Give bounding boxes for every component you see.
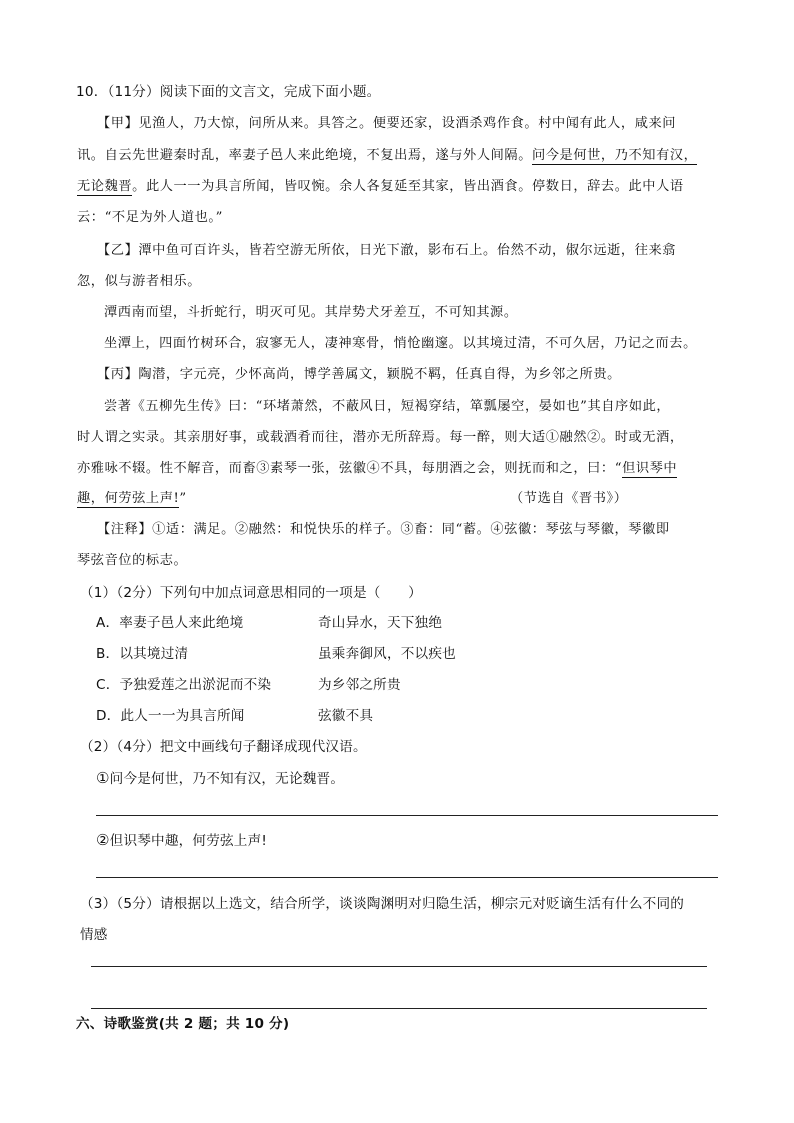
- answer-line-4[interactable]: [91, 1008, 707, 1009]
- underlined-sentence-1-part-a: 问今是何世，乃不知有汉，: [531, 148, 698, 163]
- option-c-left: C．予独爱莲之出淤泥而不染: [96, 677, 272, 693]
- option-c-right: 为乡邻之所贵: [318, 677, 401, 693]
- question-2-stem: （2）（4分）把文中画线句子翻译成现代汉语。: [80, 739, 367, 755]
- option-d-left: D．此人一一为具言所闻: [96, 708, 245, 724]
- source-citation: （节选自《晋书》）: [510, 491, 628, 506]
- option-a-left: A．率妻子邑人来此绝境: [96, 615, 244, 631]
- underlined-sentence-2-part-b: 趣，何劳弦上声!: [77, 491, 180, 506]
- option-a-right: 奇山异水，天下独绝: [318, 615, 443, 631]
- passage-yi-line-2: 忽，似与游者相乐。: [77, 274, 202, 289]
- circled-number-1: ①: [96, 769, 110, 787]
- translate-sentence-2: [96, 831, 267, 850]
- answer-line-3[interactable]: [91, 966, 707, 967]
- passage-bing-text: 亦雅咏不辍。性不解音，而畜③素琴一张，弦徽④不具，每朋酒之会，则抚而和之，曰：“: [77, 461, 623, 476]
- circled-number-2: ②: [96, 831, 110, 849]
- passage-bing-line-4: [77, 460, 677, 478]
- underlined-sentence-1-part-b: 无论魏晋: [77, 179, 133, 194]
- passage-bing-line-5: [77, 490, 187, 508]
- passage-bing-line-1: 【丙】陶潜，字元亮，少怀高尚，博学善属文，颖脱不羁，任真自得，为乡邻之所贵。: [97, 367, 621, 382]
- passage-jia-line-1: 【甲】见渔人，乃大惊，问所从来。具答之。便要还家，设酒杀鸡作食。村中闻有此人，咸来问: [97, 116, 677, 131]
- translate-sentence-2-text: 但识琴中趣，何劳弦上声!: [109, 833, 268, 849]
- passage-bing-line-3: 时人谓之实录。其亲朋好事，或载酒肴而往，潜亦无所辞焉。每一醉，则大适①融然②。时或无酒，: [77, 430, 684, 445]
- question-3-line-2: 情感: [80, 927, 108, 943]
- answer-line-2[interactable]: [96, 877, 718, 878]
- question-3-line-1: （3）（5分）请根据以上选文，结合所学，谈谈陶渊明对归隐生活，柳宗元对贬谪生活有什么不同的: [80, 896, 685, 912]
- option-b-left: B．以其境过清: [96, 646, 189, 662]
- passage-bing-line-2: 尝著《五柳先生传》曰：“环堵萧然，不蔽风日，短褐穿结，箪瓢屡空，晏如也”其自序如此，: [104, 399, 671, 414]
- passage-bing-text: ”: [179, 491, 187, 506]
- passage-jia-line-4: 云：“不足为外人道也。”: [77, 210, 223, 225]
- passage-yi-line-4: 坐潭上，四面竹树环合，寂寥无人，凄神寒骨，悄怆幽邃。以其境过清，不可久居，乃记之而去。: [104, 336, 697, 351]
- notes-line-1: 【注释】①适：满足。②融然：和悦快乐的样子。③畜：同“蓄。④弦徽：琴弦与琴徽，琴徽即: [97, 522, 670, 537]
- question-1-stem: （1）（2分）下列句中加点词意思相同的一项是（ ）: [80, 585, 422, 601]
- notes-line-2: 琴弦音位的标志。: [77, 553, 188, 568]
- passage-yi-line-1: 【乙】潭中鱼可百许头，皆若空游无所依，日光下澈，影布石上。佁然不动，俶尔远逝，往来翕: [97, 243, 677, 258]
- translate-sentence-1-text: 问今是何世，乃不知有汉，无论魏晋。: [109, 771, 345, 787]
- passage-jia-line-3: [77, 178, 684, 196]
- passage-jia-text: 讯。自云先世避秦时乱，率妻子邑人来此绝境，不复出焉，遂与外人间隔。: [77, 148, 532, 163]
- option-b-right: 虽乘奔御风，不以疾也: [318, 646, 456, 662]
- translate-sentence-1: [96, 769, 344, 788]
- passage-jia-text: 。此人一一为具言所闻，皆叹惋。余人各复延至其家，皆出酒食。停数日，辞去。此中人语: [132, 179, 684, 194]
- section-six-heading: 六、诗歌鉴赏(共 2 题；共 10 分): [76, 1016, 290, 1032]
- question-header: 10．（11分）阅读下面的文言文，完成下面小题。: [76, 84, 381, 100]
- option-d-right: 弦徽不具: [318, 708, 374, 724]
- answer-line-1[interactable]: [96, 815, 718, 816]
- passage-yi-line-3: 潭西南而望，斗折蛇行，明灭可见。其岸势犬牙差互，不可知其源。: [104, 305, 518, 320]
- underlined-sentence-2-part-a: 但识琴中: [622, 461, 678, 476]
- passage-jia-line-2: [77, 147, 697, 165]
